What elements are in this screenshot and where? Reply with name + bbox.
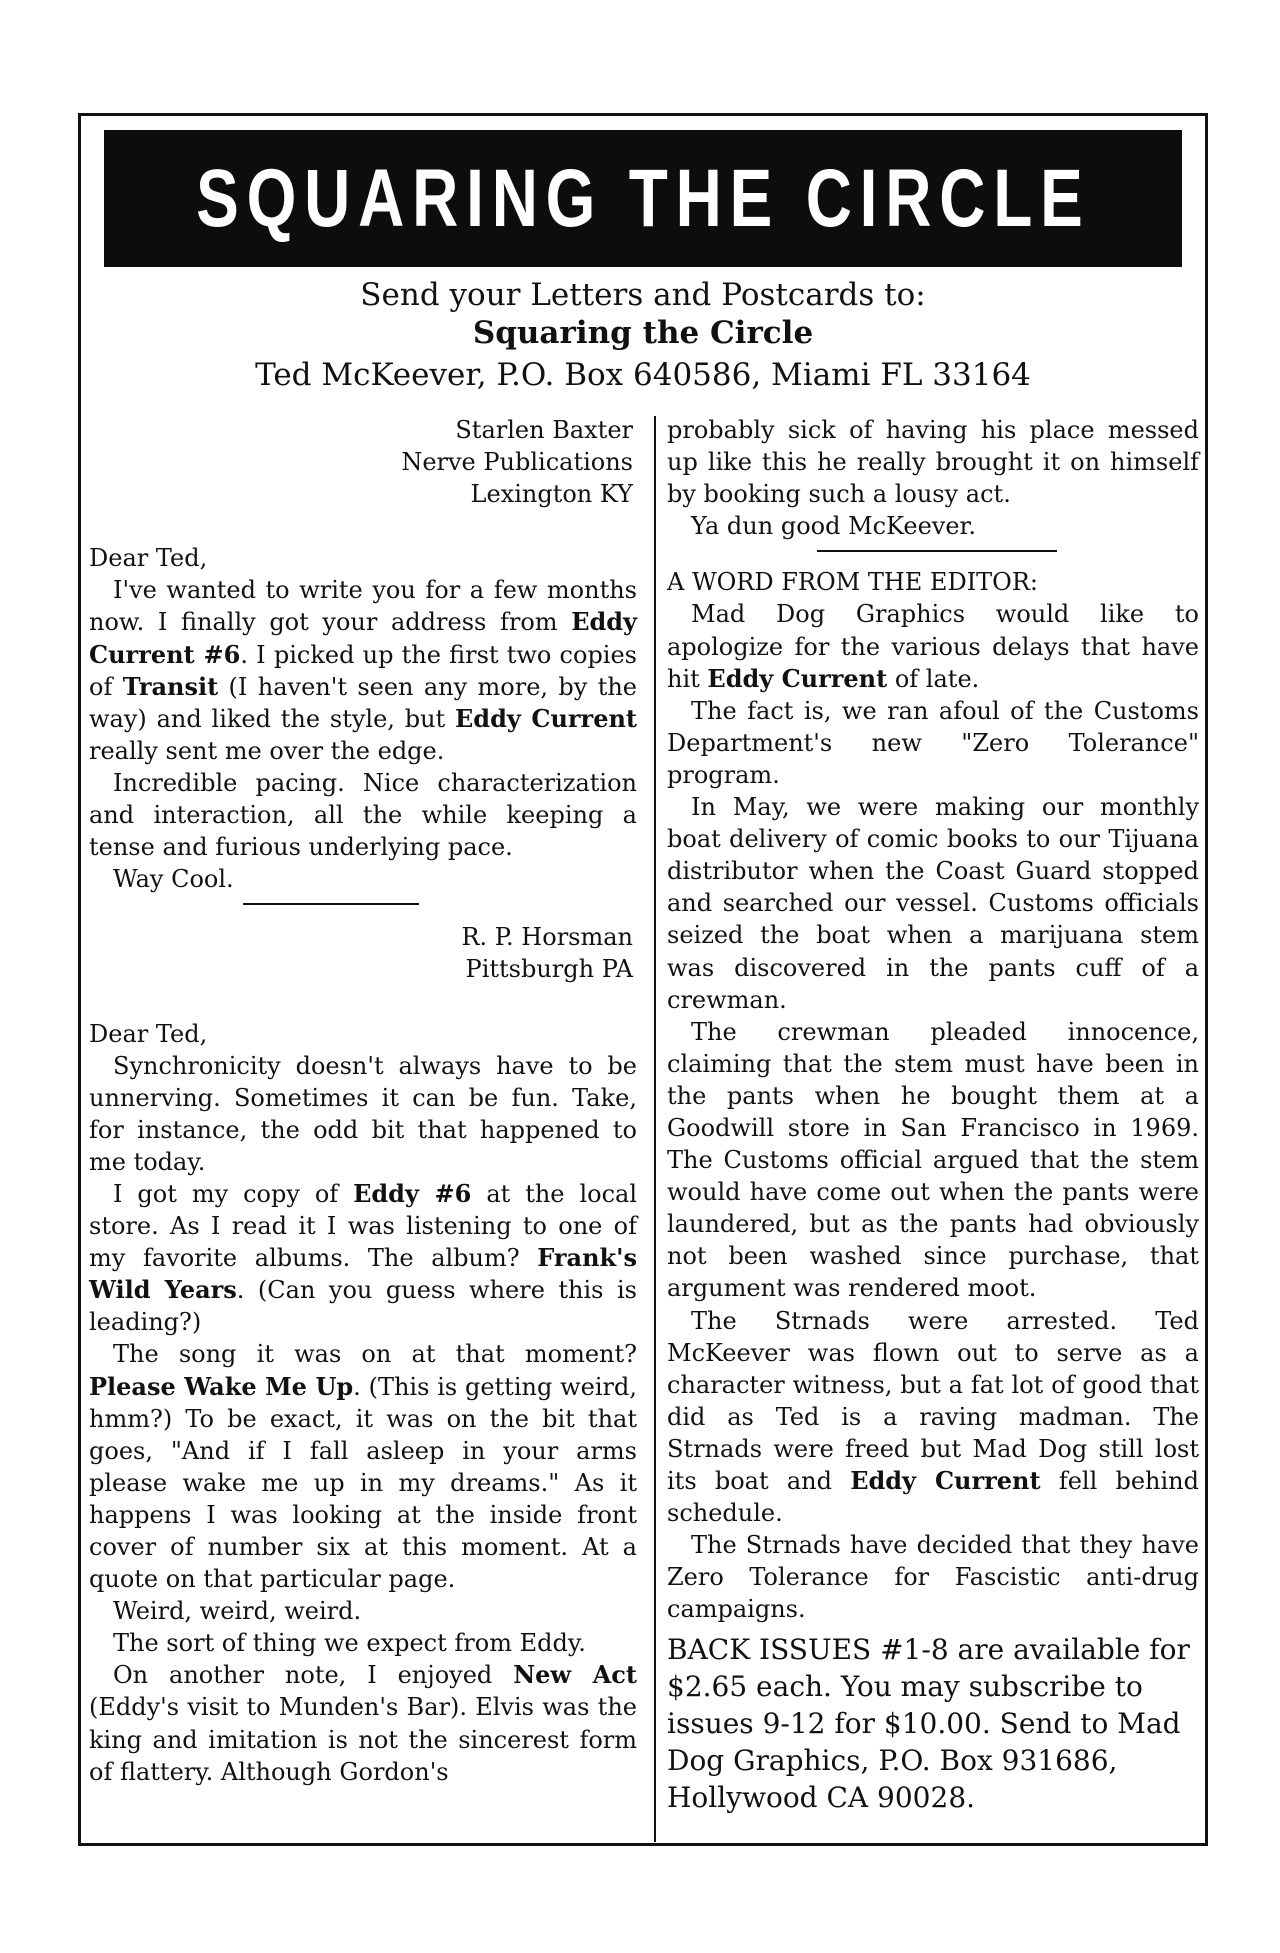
letter2-sender-name: R. P. Horsman (461, 923, 633, 952)
letter2-closing: Ya dun good McKeever. (691, 512, 977, 541)
letter2-paragraph-1: Synchronicity doesn't always have to be unnerving. Sometimes it can be fun. Take, for instance, the odd bit that happened to me today. (89, 1051, 637, 1176)
editor-heading: A WORD FROM THE EDITOR: (667, 568, 1039, 597)
letter2-salutation: Dear Ted, (89, 1019, 208, 1048)
letter2-paragraph-2: I got my copy of Eddy #6 at the local store. As I read it I was listening to one of my favorite albums. The album? Frank's Wild Years. (Can you guess where this is leading?) (89, 1178, 637, 1337)
letter1-sender-org: Nerve Publications (401, 448, 633, 477)
address-intro: Send your Letters and Postcards to: (360, 277, 926, 313)
column-name: Squaring the Circle (472, 315, 814, 351)
letter1-paragraph-3: Way Cool. (113, 865, 234, 894)
letter1-salutation: Dear Ted, (89, 544, 208, 573)
letter2-continuation: probably sick of having his place messed up like this he really brought it on himself by booking such a lousy act. (667, 416, 1199, 509)
letter2-paragraph-5: The sort of thing we expect from Eddy. (113, 1629, 586, 1658)
editor-paragraph-4: The crewman pleaded innocence, claiming that the stem must have been in the pants when he bought them at a Goodwill store in San Francisco in 1969. The Customs official argued that the stem would have come out when the pants were laundered, but as the pants had obviously not been washed since purchase, that argument was rendered moot. (667, 1017, 1199, 1303)
letter2-signature (89, 921, 637, 985)
letter2-sender-location: Pittsburgh PA (465, 955, 633, 984)
column-divider (654, 416, 656, 1842)
editor-paragraph-5: The Strnads were arrested. Ted McKeever was flown out to serve as a character witness, but a fat lot of good that did as Ted is a raving madman. The Strnads were freed but Mad Dog still lost its boat and Eddy Current fell behind schedule. (667, 1306, 1200, 1528)
letter1-sender-name: Starlen Baxter (455, 416, 633, 444)
page-frame (78, 113, 1208, 1846)
letter1-paragraph-1: I've wanted to write you for a few months now. I finally got your address from Eddy Current #6. I picked up the first two copies of Transit (I haven't seen any more, by the way) and liked the style, but Eddy Current really sent me over the edge. (89, 576, 638, 765)
editor-separator (817, 550, 1057, 552)
letter2-paragraph-6: On another note, I enjoyed New Act (Eddy's visit to Munden's Bar). Elvis was the king and imitation is not the sincerest form of flattery. Although Gordon's (89, 1660, 638, 1786)
mailing-address: Ted McKeever, P.O. Box 640586, Miami FL 33164 (255, 357, 1031, 393)
letter-separator (243, 903, 419, 905)
left-column (89, 414, 637, 1788)
letter1-signature (89, 414, 637, 510)
editor-paragraph-1: Mad Dog Graphics would like to apologize for the various delays that have hit Eddy Current of late. (667, 600, 1199, 693)
letter1-sender-location: Lexington KY (470, 480, 633, 509)
right-column (667, 414, 1199, 1816)
letter2-paragraph-4: Weird, weird, weird. (113, 1597, 362, 1626)
banner-title: SQUARING THE CIRCLE (195, 152, 1091, 244)
editor-paragraph-6: The Strnads have decided that they have Zero Tolerance for Fascistic anti-drug campaigns. (667, 1531, 1199, 1624)
back-issues-notice: BACK ISSUES #1-8 are available for $2.65 each. You may subscribe to issues 9-12 for $10.00. Send to Mad Dog Graphics, P.O. Box 931686, Hollywood CA 90028. (667, 1633, 1190, 1815)
letter2-paragraph-3: The song it was on at that moment? Please Wake Me Up. (This is getting weird, hmm?) To be exact, it was on the bit that goes, "And if I fall asleep in your arms please wake me up in my dreams." As it happens I was looking at the inside front cover of number six at this moment. At a quote on that particular page. (89, 1340, 637, 1594)
title-banner (104, 130, 1182, 267)
editor-paragraph-3: In May, we were making our monthly boat delivery of comic books to our Tijuana distributor when the Coast Guard stopped and searched our vessel. Customs officials seized the boat when a marijuana stem was discovered in the pants cuff of a crewman. (667, 793, 1199, 1014)
letter1-paragraph-2: Incredible pacing. Nice characterization and interaction, all the while keeping a tense and furious underlying pace. (89, 768, 637, 862)
editor-paragraph-2: The fact is, we ran afoul of the Customs Department's new "Zero Tolerance" program. (667, 696, 1199, 789)
